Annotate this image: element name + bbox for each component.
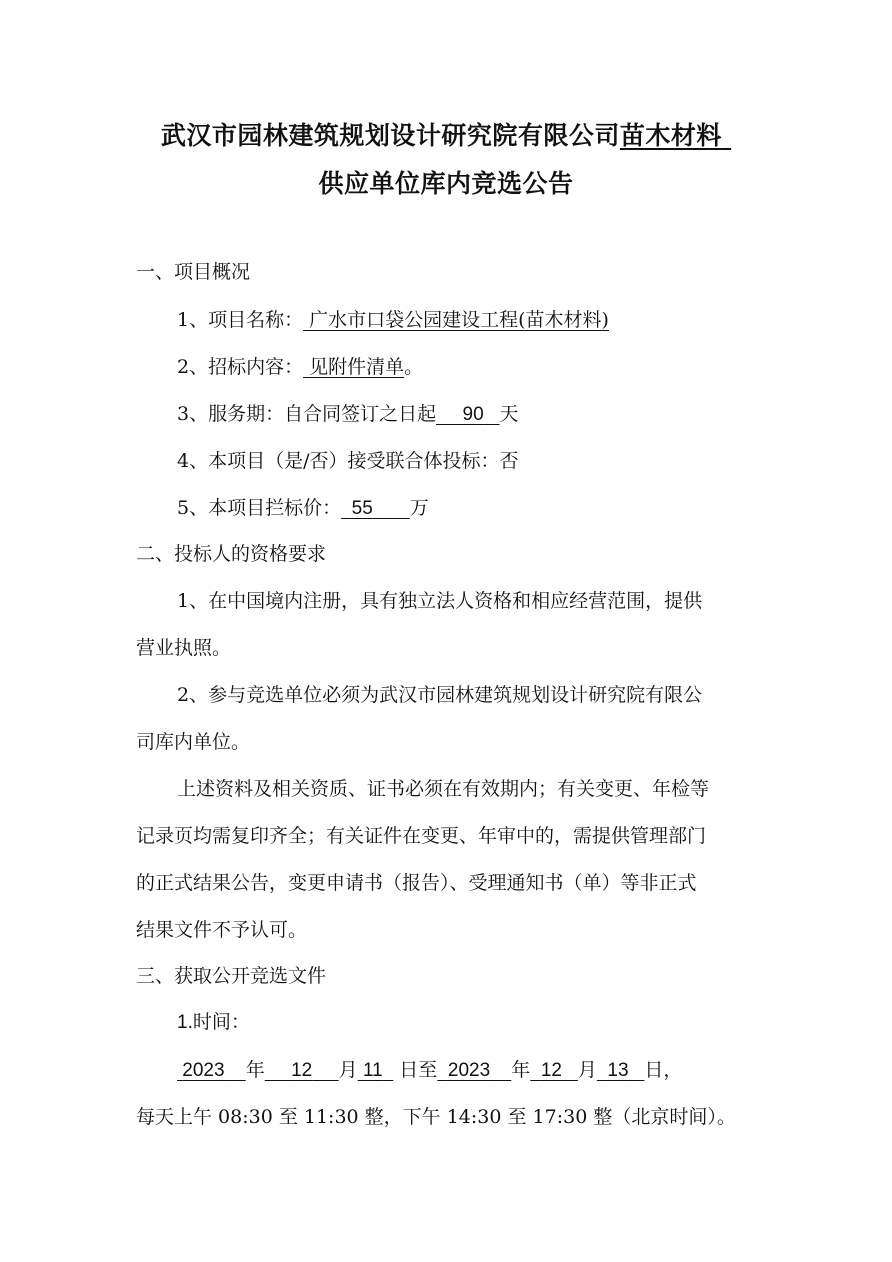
title-line-2: 供应单位库内竞选公告 <box>318 169 574 198</box>
bid-content-row <box>177 354 423 380</box>
start-month: 12 <box>291 1060 313 1081</box>
em-pad-l <box>530 1060 541 1081</box>
sm-pad-l <box>265 1060 291 1081</box>
service-period-pad-r <box>484 404 500 425</box>
req2-line2: 司库内单位。 <box>136 731 251 753</box>
title-underline-pad <box>722 121 731 150</box>
section2-heading: 二、投标人的资格要求 <box>136 543 327 565</box>
bid-content-label: 2、招标内容： <box>177 356 304 378</box>
service-period-label: 3、服务期：自合同签订之日起 <box>177 403 437 425</box>
section3-heading: 三、获取公开竞选文件 <box>136 965 327 987</box>
price-cap-value: 55 <box>351 498 373 519</box>
end-month: 12 <box>540 1060 562 1081</box>
service-period-row <box>177 401 519 428</box>
bid-content-suffix: 。 <box>404 356 424 378</box>
title-underlined: 苗木材料 <box>619 121 722 150</box>
ey-pad-r <box>490 1060 511 1081</box>
price-cap-row <box>177 495 429 522</box>
sy-pad-r <box>225 1060 246 1081</box>
req1-line1: 1、在中国境内注册，具有独立法人资格和相应经营范围，提供 <box>177 590 703 612</box>
ey-pad-l <box>437 1060 448 1081</box>
end-year: 2023 <box>447 1060 491 1081</box>
sm-pad-r <box>312 1060 338 1081</box>
req3-line4: 结果文件不予认可。 <box>136 919 308 941</box>
title-line-1 <box>0 116 892 152</box>
price-cap-unit: 万 <box>409 497 429 519</box>
ed-pad-r <box>629 1060 645 1081</box>
month-char-2: 月 <box>577 1059 597 1081</box>
req2-line1: 2、参与竞选单位必须为武汉市园林建筑规划设计研究院有限公 <box>177 684 703 706</box>
start-day: 11 <box>362 1060 383 1081</box>
ed-pad-l <box>597 1060 608 1081</box>
req3-line2: 记录页均需复印齐全；有关证件在变更、年审中的，需提供管理部门 <box>136 825 707 847</box>
year-char-2: 年 <box>511 1059 531 1081</box>
price-cap-pad-l <box>341 498 352 519</box>
time-label: 1.时间： <box>177 1012 250 1033</box>
req3-line1: 上述资料及相关资质、证书必须在有效期内；有关变更、年检等 <box>177 778 710 800</box>
end-day: 13 <box>607 1060 629 1081</box>
project-name-label: 1、项目名称： <box>177 309 304 331</box>
project-name-row <box>177 307 609 333</box>
title-main: 武汉市园林建筑规划设计研究院有限公司 <box>160 121 620 150</box>
bid-content-value: 见附件清单 <box>309 356 405 378</box>
start-year: 2023 <box>182 1060 225 1081</box>
price-cap-label: 5、本项目拦标价： <box>177 497 342 519</box>
day-end: 日， <box>644 1059 683 1081</box>
service-period-value: 90 <box>462 404 484 425</box>
req1-line2: 营业执照。 <box>136 637 232 659</box>
sd-pad-r <box>383 1060 394 1081</box>
year-char-1: 年 <box>245 1059 265 1081</box>
em-pad-r <box>562 1060 578 1081</box>
section1-heading: 一、项目概况 <box>136 261 251 283</box>
consortium-row: 4、本项目（是/否）接受联合体投标：否 <box>177 450 519 472</box>
service-period-unit: 天 <box>499 403 519 425</box>
req3-line3: 的正式结果公告，变更申请书（报告）、受理通知书（单）等非正式 <box>136 872 697 894</box>
date-range-row <box>177 1057 682 1084</box>
hours-line: 每天上午 08:30 至 11:30 整，下午 14:30 至 17:30 整（北京时间）。 <box>136 1106 736 1128</box>
price-cap-pad-r <box>373 498 410 519</box>
to-text: 日至 <box>399 1059 438 1081</box>
month-char-1: 月 <box>338 1059 358 1081</box>
service-period-pad-l <box>436 404 462 425</box>
project-name-value: 广水市口袋公园建设工程(苗木材料) <box>309 309 609 331</box>
